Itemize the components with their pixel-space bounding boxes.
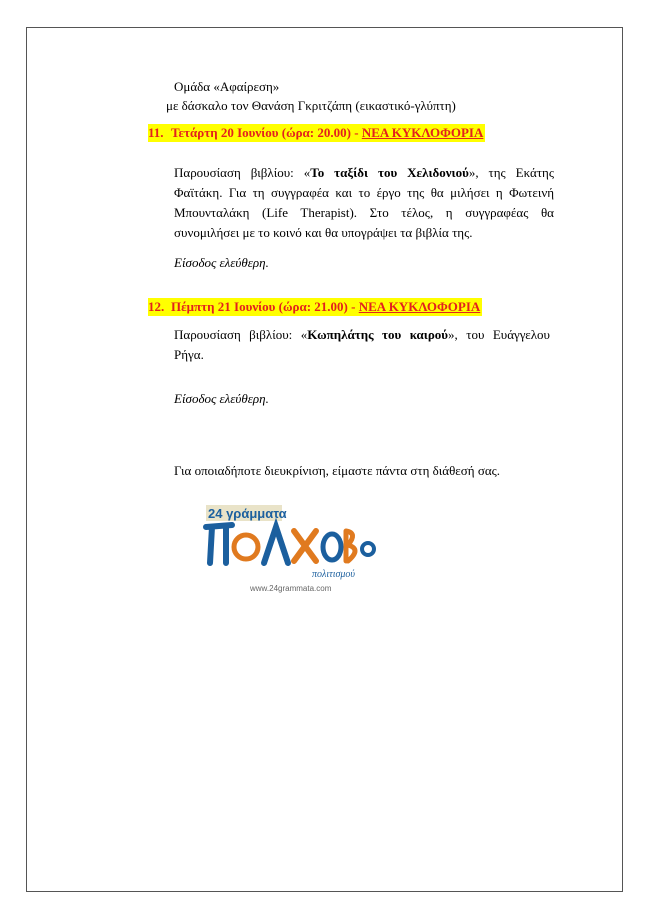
desc-line: Παρουσίαση βιβλίου: «Το ταξίδι του Χελιδονιού», της Εκάτης [174,165,554,180]
desc-line: συνομιλήσει με το κοινό και θα υπογράψει τα βιβλία της. [174,225,473,240]
event-12-entry: Είσοδος ελεύθερη. [174,391,269,406]
event-11-heading [148,124,485,142]
event-date: Πέμπτη 21 Ιουνίου (ώρα: 21.00) - [171,299,359,314]
new-release-tag: ΝΕΑ ΚΥΚΛΟΦΟΡΙΑ [358,299,481,314]
logo-graphic [198,503,378,595]
desc-line: Παρουσίαση βιβλίου: «Κωπηλάτης του καιρού», του Ευάγγελου [174,327,550,342]
logo-url: www.24grammata.com [250,584,332,593]
event-11-description [174,163,554,243]
desc-line: Φαϊτάκη. Για τη συγγραφέα και το έργο της θα μιλήσει η Φωτεινή [174,185,554,200]
desc-line: Μπουνταλάκη (Life Therapist). Στο τέλος, η συγγραφέας θα [174,205,554,220]
page-border [26,27,623,892]
teacher-line: με δάσκαλο τον Θανάση Γκριτζάπη (εικαστικό-γλύπτη) [166,98,456,113]
new-release-tag: ΝΕΑ ΚΥΚΛΟΦΟΡΙΑ [361,125,484,140]
logo-top-text: 24 γράμματα [208,506,287,521]
event-number: 11. [148,125,164,140]
event-number: 12. [148,299,165,314]
logo-sub-text: πολιτισμού [312,569,356,580]
event-12-heading [148,298,482,316]
event-11-entry: Είσοδος ελεύθερη. [174,255,269,270]
event-12-description [174,325,550,365]
group-line: Ομάδα «Αφαίρεση» [174,79,280,94]
book-title: Το ταξίδι του Χελιδονιού [310,165,469,180]
closing-note: Για οποιαδήποτε διευκρίνιση, είμαστε πάντα στη διάθεσή σας. [174,463,501,478]
event-date: Τετάρτη 20 Ιουνίου (ώρα: 20.00) - [171,125,362,140]
desc-line: Ρήγα. [174,347,204,362]
logo-24grammata [198,503,378,595]
book-title: Κωπηλάτης του καιρού [307,327,449,342]
